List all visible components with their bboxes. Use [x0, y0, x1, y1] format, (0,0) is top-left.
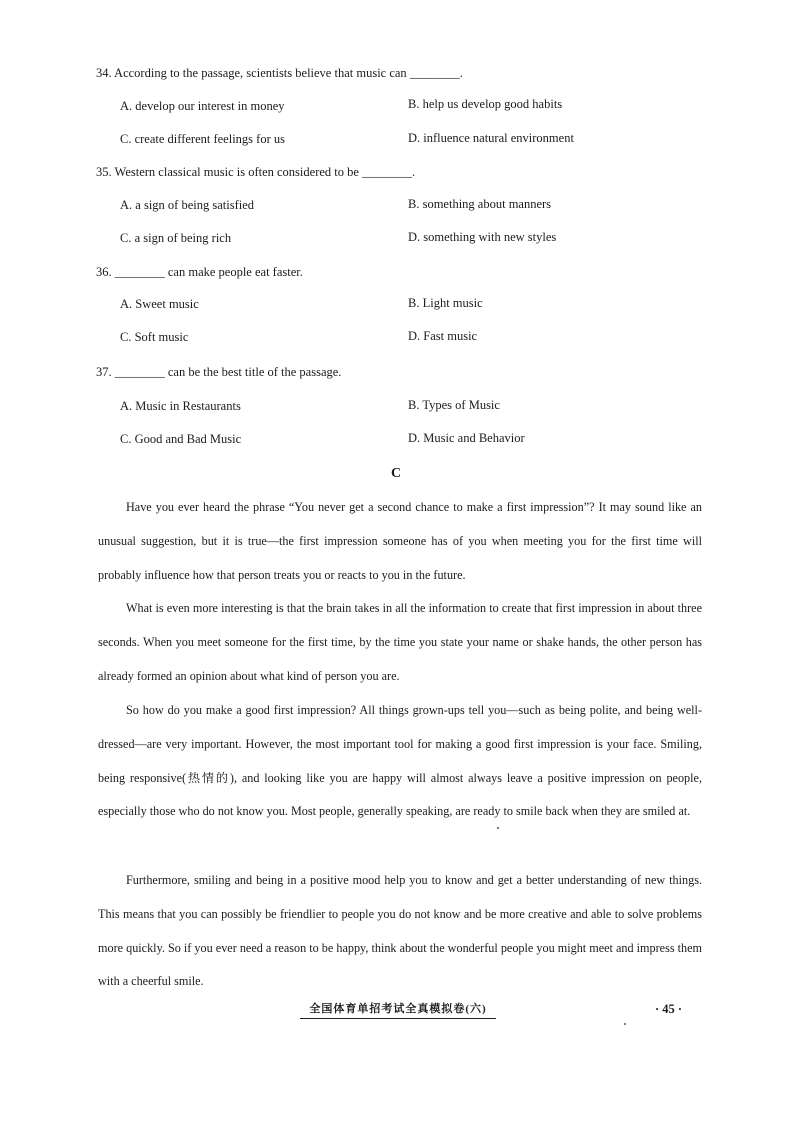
question-35-stem: 35. Western classical music is often considered to be ________. — [96, 165, 416, 179]
scan-speck — [497, 827, 499, 829]
question-37-option-d: D. Music and Behavior — [408, 431, 525, 445]
question-36-stem: 36. ________ can make people eat faster. — [96, 265, 303, 279]
passage-paragraph-4: Furthermore, smiling and being in a positive mood help you to know and get a better understanding of new things. This means that you can possibly be friendlier to people you do not know and be more creative and able to solve problems more quickly. So if you ever need a reason to be happy, think about the wonderful people you might meet and impress them with a cheerful smile. — [98, 873, 702, 989]
question-34-option-b: B. help us develop good habits — [408, 97, 563, 111]
question-36-option-d: D. Fast music — [408, 329, 478, 343]
question-34-stem: 34. According to the passage, scientists believe that music can ________. — [96, 66, 463, 80]
question-35-option-c: C. a sign of being rich — [120, 231, 232, 245]
question-37-option-b: B. Types of Music — [408, 398, 500, 412]
question-35-option-b: B. something about manners — [408, 197, 552, 211]
question-35-option-d: D. something with new styles — [408, 230, 557, 244]
question-36-option-a: A. Sweet music — [120, 297, 199, 311]
section-heading: C — [391, 466, 402, 481]
question-37-option-a: A. Music in Restaurants — [120, 399, 241, 413]
passage-paragraph-2: What is even more interesting is that the brain takes in all the information to create that first impression in about three seconds. When you meet someone for the first time, by the time you state your name or shake hands, the other person has already formed an opinion about what kind of person you are. — [98, 601, 702, 683]
question-34-option-a: A. develop our interest in money — [120, 99, 285, 113]
scan-speck — [624, 1023, 626, 1025]
page-number: · 45 · — [655, 1002, 683, 1016]
question-36-option-b: B. Light music — [408, 296, 483, 310]
footer-title: 全国体育单招考试全真模拟卷(六) — [300, 1000, 496, 1019]
question-35-option-a: A. a sign of being satisfied — [120, 198, 255, 212]
passage-paragraph-1: Have you ever heard the phrase “You never get a second chance to make a first impression”? It may sound like an unusual suggestion, but it is true—the first impression someone has of you when meeting you for the first time will probably influence how that person treats you or reacts to you in the future. — [98, 500, 702, 582]
question-34-option-d: D. influence natural environment — [408, 131, 574, 145]
passage-paragraph-3: So how do you make a good first impression? All things grown-ups tell you—such as being polite, and being well-dressed—are very important. However, the most important tool for making a good first impression is your face. Smiling, being responsive(热情的), and looking like you are happy will almost always leave a positive impression on people, especially those who do not know you. Most people, generally speaking, are ready to smile back when they are smiled at. — [98, 703, 702, 819]
question-34-option-c: C. create different feelings for us — [120, 132, 285, 146]
question-37-stem: 37. ________ can be the best title of the passage. — [96, 365, 342, 379]
question-36-option-c: C. Soft music — [120, 330, 189, 344]
question-37-option-c: C. Good and Bad Music — [120, 432, 242, 446]
